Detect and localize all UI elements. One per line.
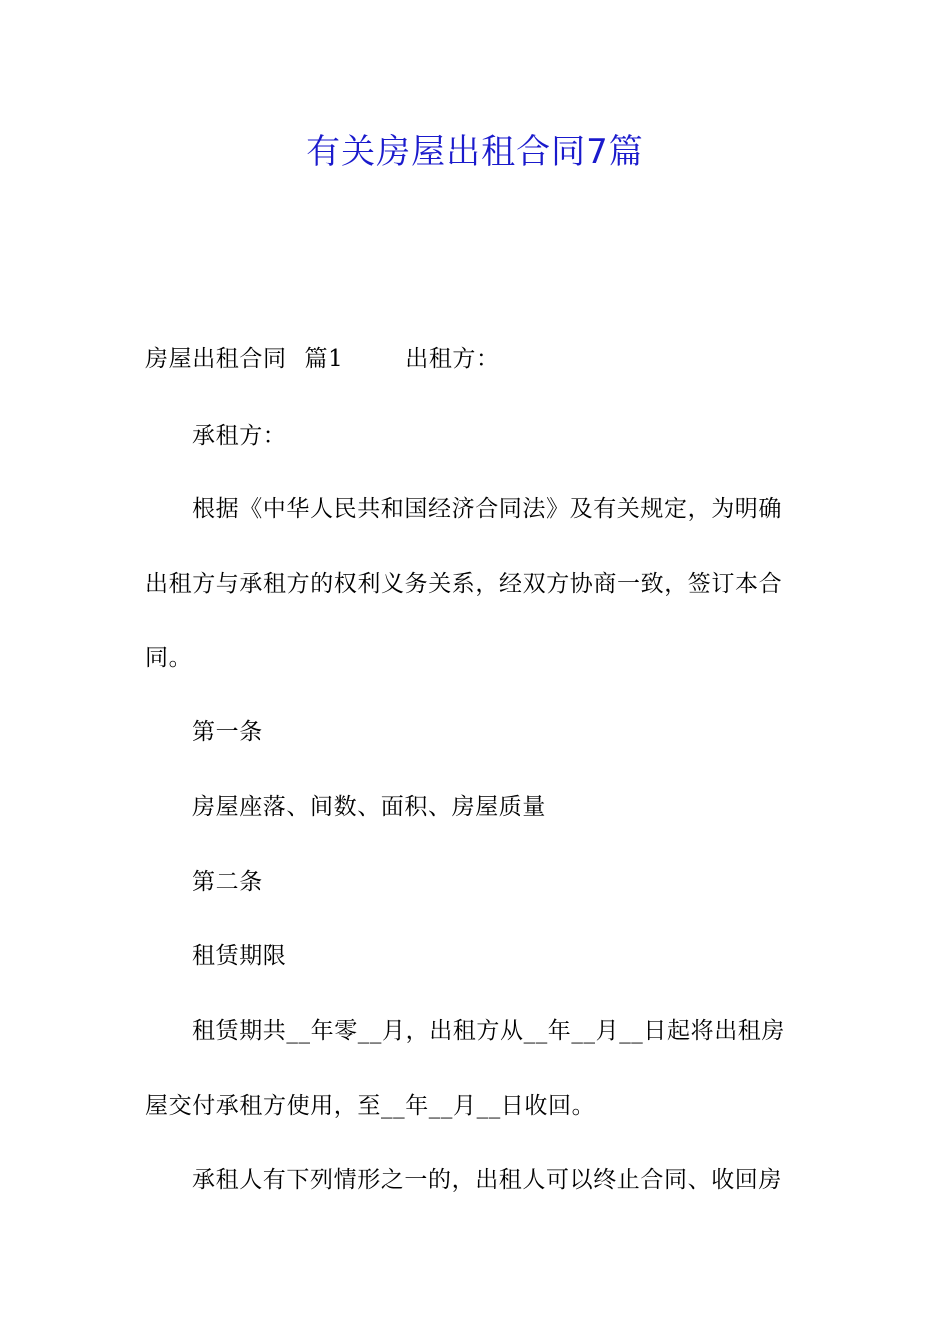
- lessee-label: 承租方：: [192, 423, 287, 449]
- paragraph-line: 屋交付承租方使用，至__年__月__日收回。: [145, 1093, 596, 1119]
- paragraph-line: 根据《中华人民共和国经济合同法》及有关规定，为明确: [192, 496, 782, 522]
- lessor-label: 出租方：: [405, 346, 500, 372]
- article-heading: 第一条: [192, 719, 263, 745]
- paragraph-line: 出租方与承租方的权利义务关系，经双方协商一致，签订本合: [145, 571, 783, 597]
- contract-heading-line: [145, 343, 500, 375]
- paragraph-line: 同。: [145, 645, 193, 671]
- paragraph-line: 租赁期共__年零__月，出租方从__年__月__日起将出租房: [192, 1018, 785, 1044]
- paragraph-line: 承租人有下列情形之一的，出租人可以终止合同、收回房: [192, 1167, 782, 1193]
- article-title: 房屋座落、间数、面积、房屋质量: [192, 794, 546, 820]
- article-title: 租赁期限: [192, 943, 287, 969]
- document-title: 有关房屋出租合同7篇: [306, 132, 644, 172]
- contract-heading: 房屋出租合同: [145, 346, 287, 372]
- article-heading: 第二条: [192, 869, 263, 895]
- contract-number: 篇1: [304, 346, 344, 372]
